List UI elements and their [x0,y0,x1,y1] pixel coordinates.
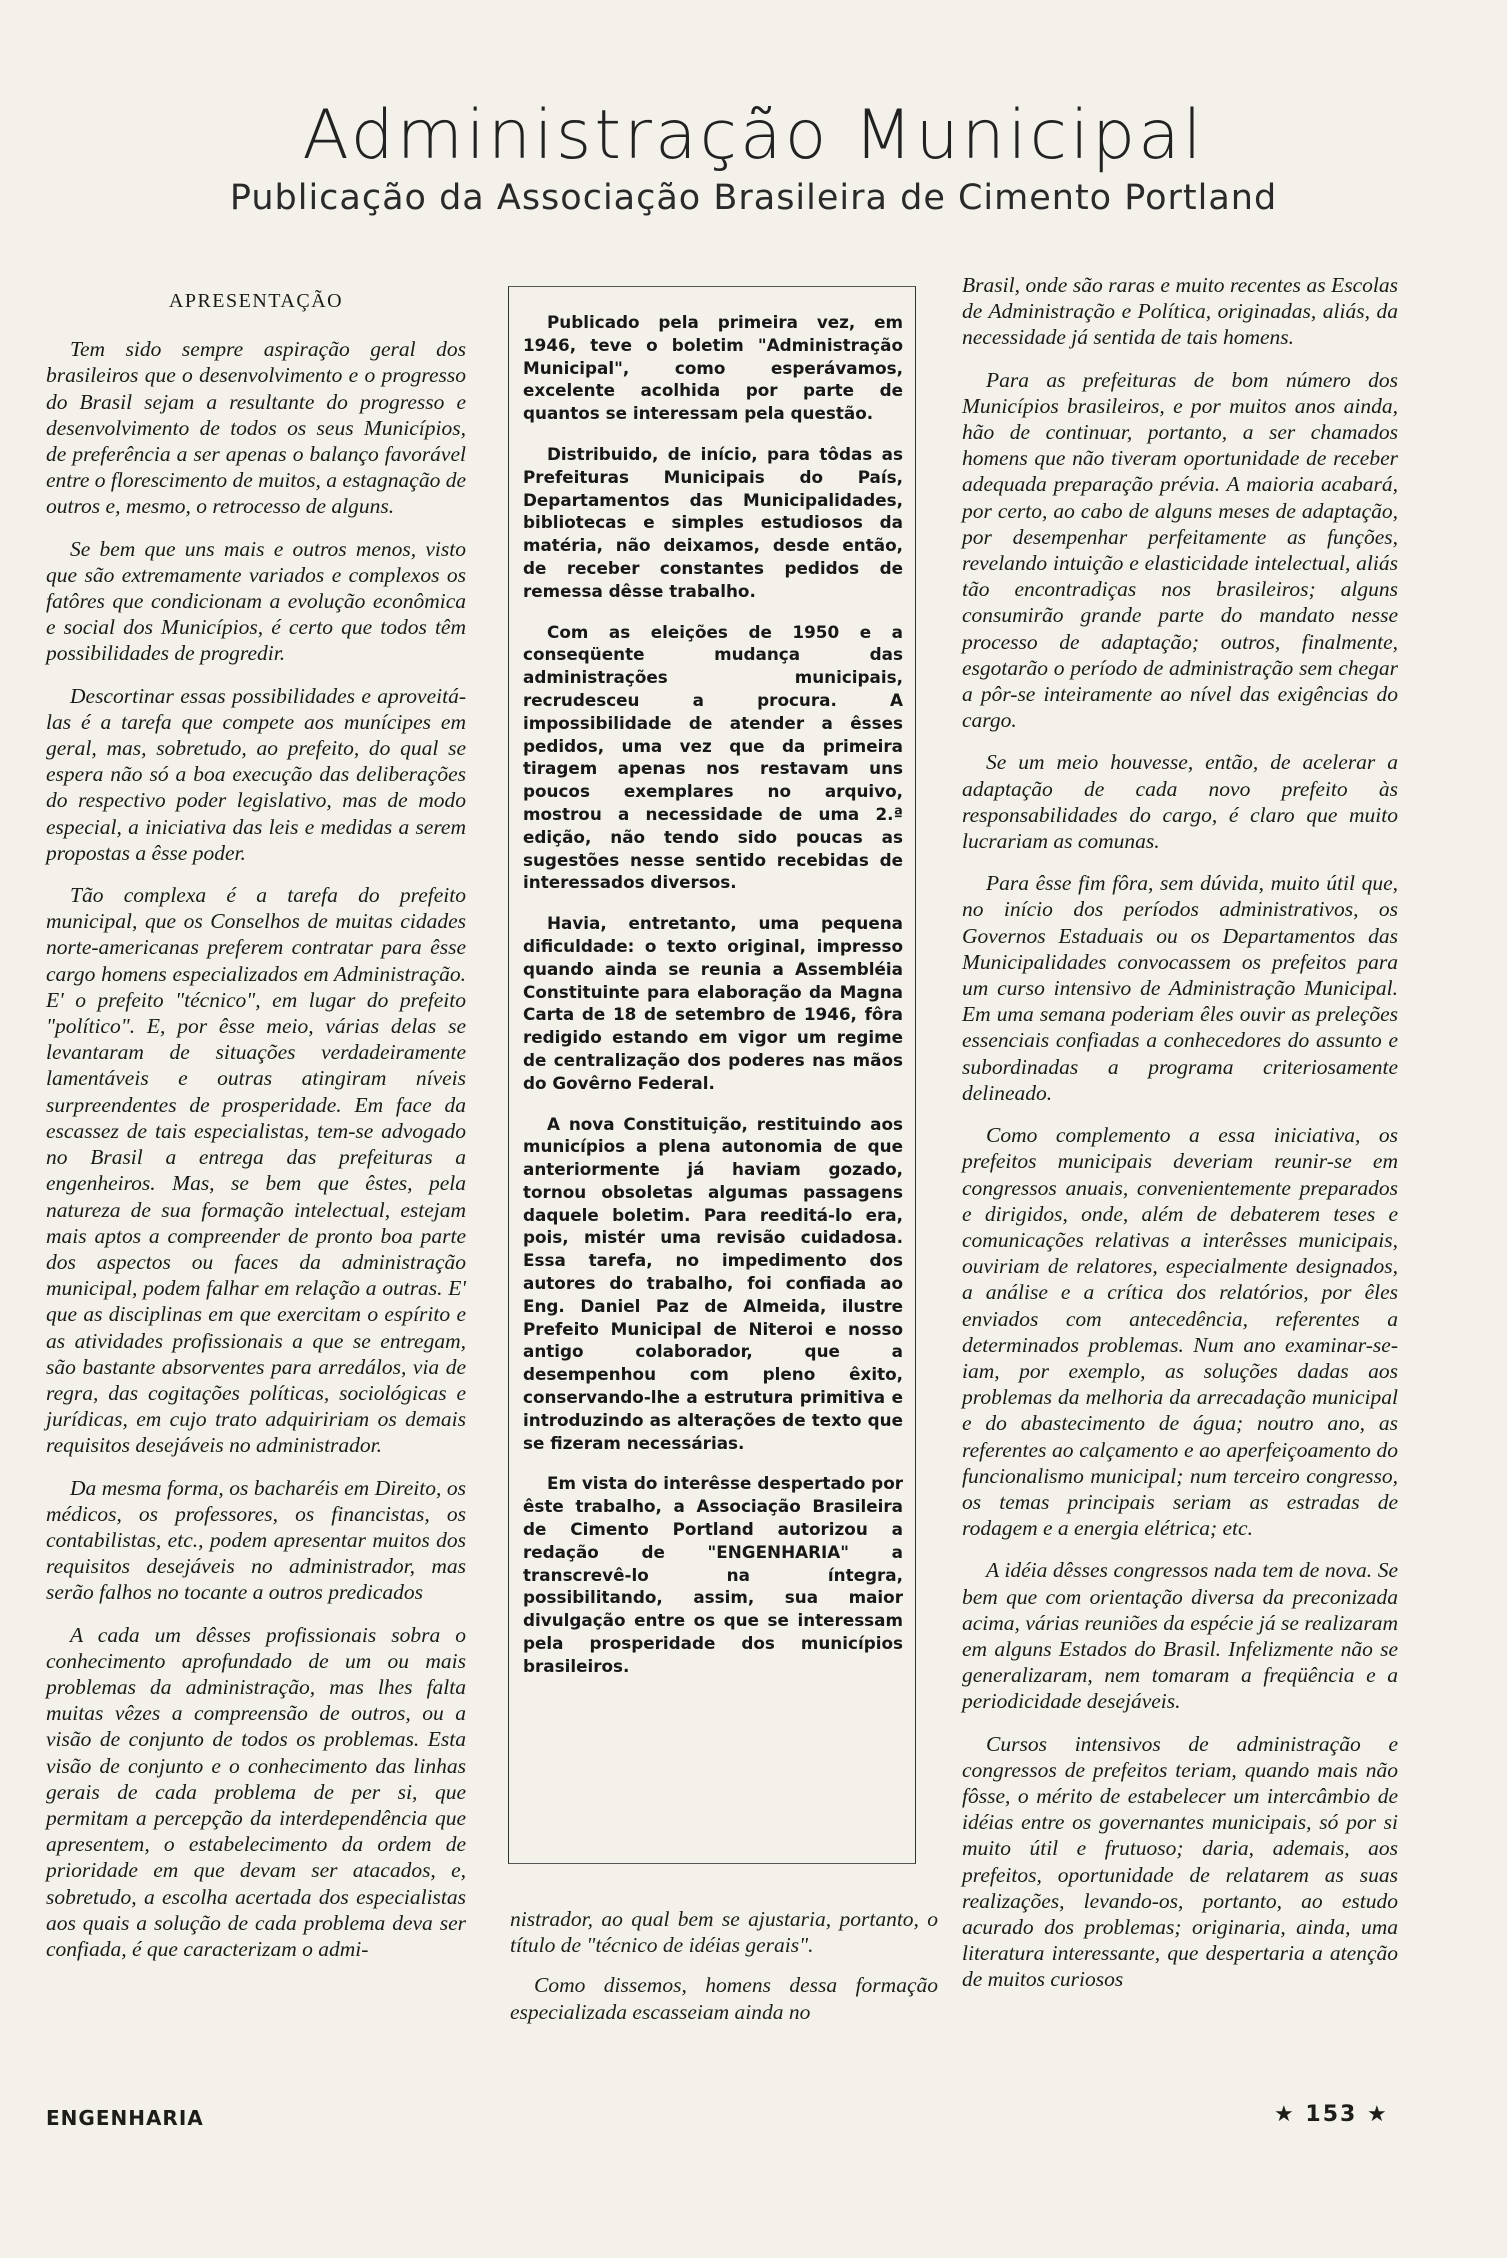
paragraph: Distribuido, de início, para tôdas as Prefeituras Municipais do País, Departamentos das Municipalidades, bibliotecas e simples estudiosos da matéria, não deixamos, desde então, de receber constantes pedidos de remessa dêsse trabalho. [523,443,903,601]
paragraph: Como dissemos, homens dessa formação especializada escasseiam ainda no [510,1973,938,2024]
paragraph: Como complemento a essa iniciativa, os prefeitos municipais deveriam reunir-se em congressos anuais, convenientemente preparados e dirigidos, onde, além de debaterem teses e comunicações relativas a interêsses municipais, ouviriam de relatores, especialmente designados, a análise e a crítica dos relatórios, por êles enviados com antecedência, referentes a determinados problemas. Num ano examinar-se-iam, por exemplo, as soluções dadas aos problemas da melhoria da arrecadação municipal e do abastecimento de água; noutro ano, as referentes ao calçamento e ao aperfeiçoamento do funcionalismo municipal; num terceiro congresso, os temas principais seriam as estradas de rodagem e a energia elétrica; etc. [962,1123,1398,1541]
middle-column-continuation [510,1906,938,2039]
paragraph: Em vista do interêsse despertado por êste trabalho, a Associação Brasileira de Cimento Portland autorizou a redação de "ENGENHARIA" a transcrevê-lo na íntegra, possibilitando, assim, sua maior divulgação entre os que se interessam pela prosperidade dos municípios brasileiros. [523,1473,903,1676]
paragraph: A idéia dêsses congressos nada tem de nova. Se bem que com orientação diversa da preconizada acima, várias reuniões da espécie já se realizaram em alguns Estados do Brasil. Infelizmente não se generalizaram, nem tomaram a freqüência e a periodicidade desejáveis. [962,1558,1398,1714]
journal-name: ENGENHARIA [46,2106,204,2130]
paragraph: Publicado pela primeira vez, em 1946, teve o boletim "Administração Municipal", como esperávamos, excelente acolhida por parte de quantos se interessam pela questão. [523,312,903,424]
paragraph: A nova Constituição, restituindo aos municípios a plena autonomia de que anteriormente já haviam gozado, tornou obsoletas algumas passagens daquele boletim. Para reeditá-lo era, pois, mistér uma revisão cuidadosa. Essa tarefa, no impedimento dos autores do trabalho, foi confiada ao Eng. Daniel Paz de Almeida, ilustre Prefeito Municipal de Niteroi e nosso antigo colaborador, que a desempenhou com pleno êxito, conservando-lhe a estrutura primitiva e introduzindo as alterações de texto que se fizeram necessárias. [523,1113,903,1453]
paragraph: Tem sido sempre aspiração geral dos brasileiros que o desenvolvimento e o progresso do Brasil sejam a resultante do progresso e desenvolvimento de todos os seus Municípios, de preferência a ser apenas o balanço favorável entre o florescimento de muitos, a estagnação de outros e, mesmo, o retrocesso de alguns. [46,337,466,519]
left-column [46,280,466,1978]
paragraph: Se um meio houvesse, então, de acelerar a adaptação de cada novo prefeito às responsabilidades do cargo, é claro que muito lucrariam as comunas. [962,750,1398,854]
paragraph: Para êsse fim fôra, sem dúvida, muito útil que, no início dos períodos administrativos, os Governos Estaduais ou os Departamentos das Municipalidades convocassem os prefeitos para um curso intensivo de Administração Municipal. Em uma semana poderiam êles ouvir as preleções essenciais confiadas a conhecedores do assunto e subordinadas a programa criteriosamente delineado. [962,871,1398,1105]
paragraph: A cada um dêsses profissionais sobra o conhecimento aprofundado de um ou mais problemas da administração, mas lhes falta muitas vêzes a compreensão de outros, ou a visão de conjunto de todos os problemas. Esta visão de conjunto e o conhecimento das linhas gerais de cada problema de per si, que permitam a percepção da interdependência que apresentem, o estabelecimento da ordem de prioridade em que devam ser atacados, e, sobretudo, a escolha acertada dos especialistas aos quais a solução de cada problema deva ser confiada, é que caracterizam o admi- [46,1622,466,1961]
paragraph: Brasil, onde são raras e muito recentes as Escolas de Administração e Política, originadas, aliás, da necessidade já sentida de tais homens. [962,273,1398,350]
editorial-note-box [508,286,916,1864]
page-number: ★ 153 ★ [1274,2102,1389,2127]
paragraph: Da mesma forma, os bacharéis em Direito, os médicos, os professores, os financistas, os contabilistas, etc., podem apresentar muitos dos requisitos desejáveis no administrador, mas serão falhos no tocante a outros predicados [46,1475,466,1605]
paragraph: Tão complexa é a tarefa do prefeito municipal, que os Conselhos de muitas cidades norte-americanas preferem contratar para êsse cargo homens especializados em Administração. E' o prefeito "técnico", em lugar do prefeito "político". E, por êsse meio, várias delas se levantaram de situações verdadeiramente lamentáveis e outras atingiram níveis surpreendentes de prosperidade. Em face da escassez de tais especialistas, tem-se advogado no Brasil a entrega das prefeituras a engenheiros. Mas, se bem que êstes, pela natureza de sua formação intelectual, estejam mais aptos a compreender de pronto boa parte dos aspectos ou faces da administração municipal, podem falhar em relação a outras. E' que as disciplinas em que exercitam o espírito e as atividades profissionais a que se entregam, são bastante absorventes para arredálos, via de regra, das cogitações políticas, sociológicas e jurídicas, em cujo trato adquiririam os demais requisitos desejáveis no administrador. [46,883,466,1458]
paragraph: Descortinar essas possibilidades e aproveitá-las é a tarefa que compete aos munícipes em geral, mas, sobretudo, ao prefeito, do qual se espera não só a boa execução das deliberações do respectivo poder legislativo, mas de modo especial, a iniciativa das leis e medidas a serem propostas a êsse poder. [46,683,466,865]
paragraph: Havia, entretanto, uma pequena dificuldade: o texto original, impresso quando ainda se reunia a Assembléia Constituinte para elaboração da Magna Carta de 18 de setembro de 1946, fôra redigido estando em vigor um regime de centralização dos poderes nas mãos do Govêrno Federal. [523,913,903,1093]
page-title: Administração Municipal [302,96,1205,175]
paragraph: Para as prefeituras de bom número dos Municípios brasileiros, e por muitos anos ainda, hão de continuar, portanto, a ser chamados homens que não tiveram oportunidade de receber adequada preparação prévia. A maioria acabará, por certo, ao cabo de alguns meses de adaptação, por desempenhar perfeitamente as funções, revelando intuição e elasticidade intelectual, aliás tão encontradiças nos brasileiros; alguns consumirão grande parte do mandato nesse processo de adaptação; outros, finalmente, esgotarão o período de administração sem chegar a pôr-se inteiramente ao nível das exigências do cargo. [962,367,1398,733]
paragraph: Com as eleições de 1950 e a conseqüente mudança das administrações municipais, recrudesceu a procura. A impossibilidade de atender a êsses pedidos, uma vez que da primeira tiragem apenas nos restavam uns poucos exemplares no arquivo, mostrou a necessidade de uma 2.ª edição, não tendo sido poucas as sugestões nesse sentido recebidas de interessados diversos. [523,621,903,893]
right-column [962,272,1398,2009]
paragraph: Se bem que uns mais e outros menos, visto que são extremamente variados e complexos os fatôres que condicionam a evolução econômica e social dos Municípios, é certo que todos têm possibilidades de progredir. [46,536,466,666]
section-heading: APRESENTAÇÃO [168,290,344,312]
paragraph: Cursos intensivos de administração e congressos de prefeitos teriam, quando mais não fôsse, o mérito de estabelecer um intercâmbio de idéias entre os governantes municipais, só por si muito útil e frutuoso; daria, ademais, aos prefeitos, oportunidade de relatarem as suas realizações, levando-os, portanto, ao estudo acurado dos problemas; originaria, ainda, uma literatura interessante, que despertaria a atenção de muitos curiosos [962,1731,1398,1992]
page-subtitle: Publicação da Associação Brasileira de Cimento Portland [229,178,1278,218]
paragraph: nistrador, ao qual bem se ajustaria, portanto, o título de "técnico de idéias gerais". [510,1907,938,1958]
